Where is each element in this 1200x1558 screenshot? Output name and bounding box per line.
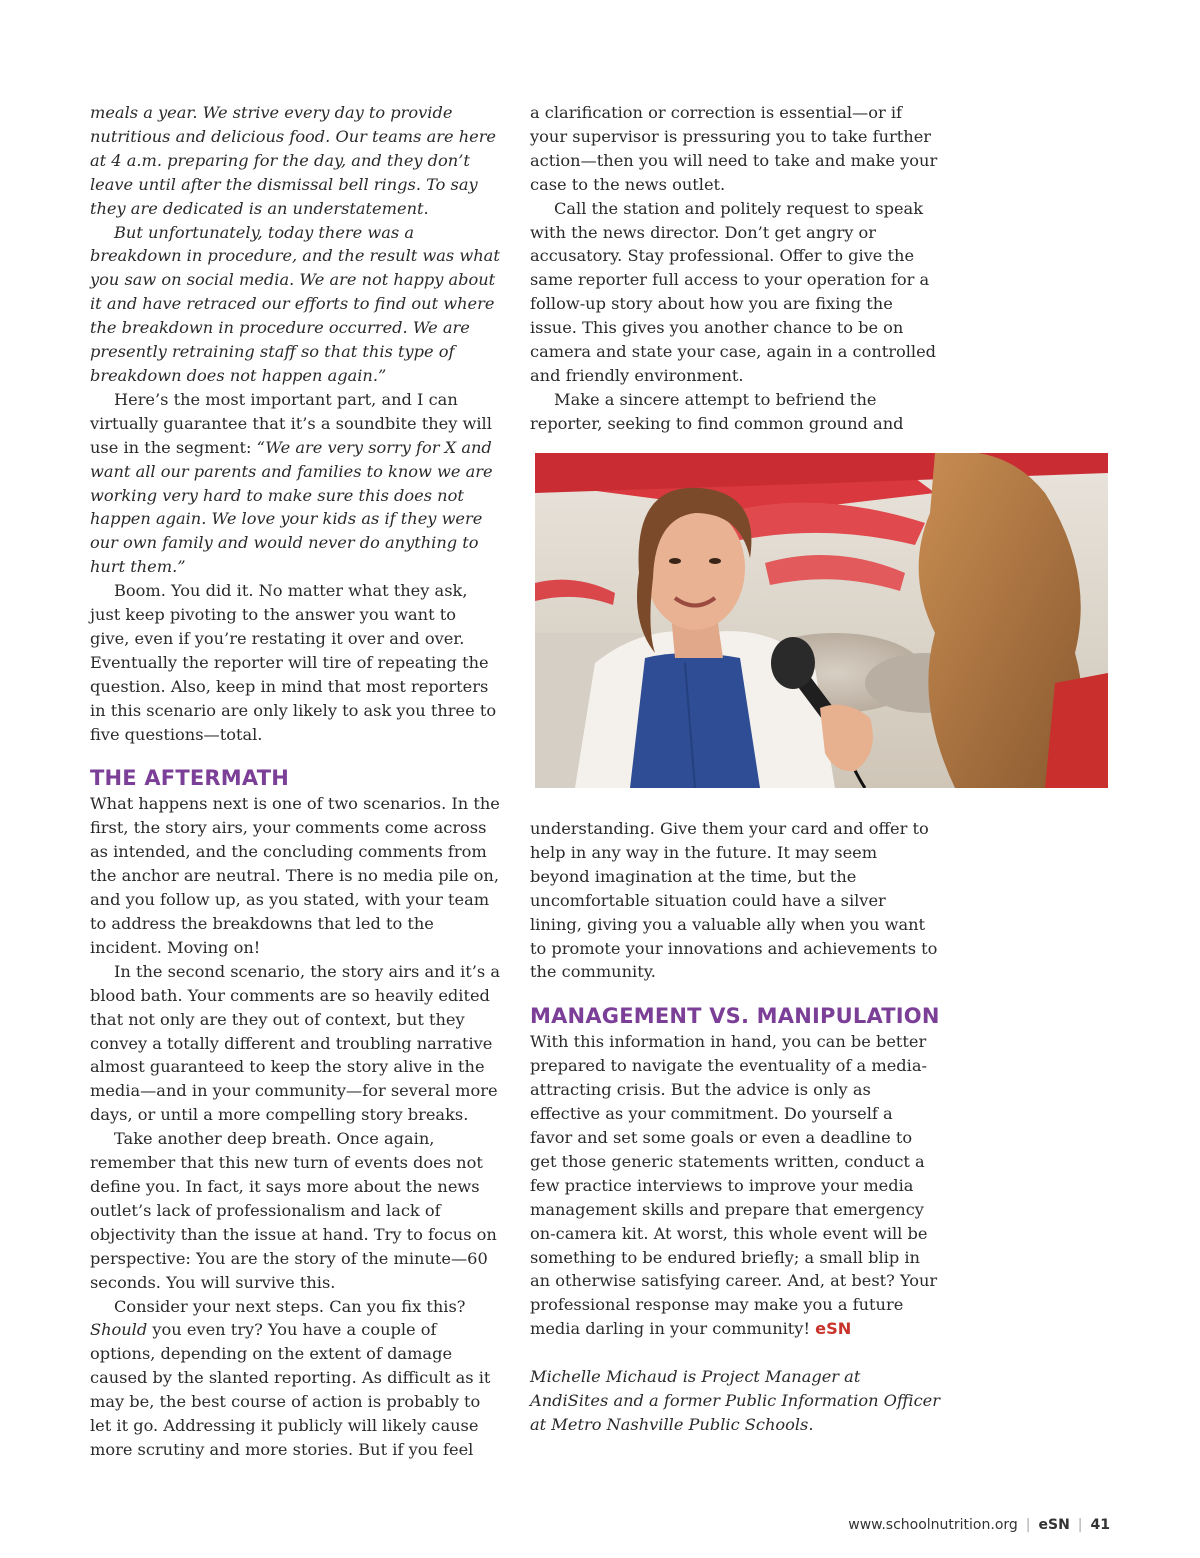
paragraph-soundbite [90,388,500,579]
paragraph-second-scenario: In the second scenario, the story airs and it’s a blood bath. Your comments are so heavily edited that not only are they out of context, but they convey a totally different and troubling narrative almost guaranteed to keep the story alive in the media—and in your community—for several more days, or until a more compelling story breaks. [90,961,501,1125]
heading-management-vs-manipulation: MANAGEMENT VS. MANIPULATION [530,1004,940,1029]
footer-page-number: 41 [1090,1517,1110,1533]
paragraph-boom: Boom. You did it. No matter what they ask, just keep pivoting to the answer you want to give, even if you’re restating it over and over. Eventually the reporter will tire of repeating the question. Also, keep in mind that most reporters in this scenario are only likely to ask you three to five questions—total. [90,581,497,744]
paragraph-next-steps [90,1295,500,1462]
paragraph-understanding: understanding. Give them your card and offer to help in any way in the future. It may seem beyond imagination at the time, but the uncomfortable situation could have a silver lining, giving you a valuable ally when you want to promote your innovations and achievements to the community. [530,819,938,982]
left-column [90,101,500,1462]
page-footer [848,1517,1110,1533]
footer-separator: | [1077,1517,1083,1533]
footer-website: www.schoolnutrition.org [848,1517,1018,1533]
next-steps-should: Should [90,1320,148,1340]
paragraph-clarification: a clarification or correction is essential—or if your supervisor is pressuring you to take further action—then you will need to take and make your case to the news outlet. [530,103,938,194]
soundbite-intro: Here’s the most important part, and I can virtually guarantee that it’s a soundbite they will use in the segment: [90,389,492,457]
interview-illustration [535,453,1108,788]
paragraph-quote-continuation: meals a year. We strive every day to provide nutritious and delicious food. Our teams are here at 4 a.m. preparing for the day, and they don’t leave until after the dismissal bell rings. To say they are dedicated is an understatement. [90,103,497,218]
paragraph-first-scenario: What happens next is one of two scenarios. In the first, the story airs, your comments come across as intended, and the concluding comments from the anchor are neutral. There is no media pile on, and you follow up, as you stated, with your team to address the breakdowns that led to the incident. Moving on! [90,794,500,957]
footer-magazine: eSN [1038,1517,1070,1533]
soundbite-quote: “We are very sorry for X and want all our parents and families to know we are working very hard to make sure this does not happen again. We love your kids as if they were our own family and would never do anything to hurt them.” [90,437,493,577]
next-steps-text-a: Consider your next steps. Can you fix this? [114,1296,466,1316]
footer-separator: | [1025,1517,1031,1533]
author-bio: Michelle Michaud is Project Manager at AndiSites and a former Public Information Officer at Metro Nashville Public Schools. [530,1367,940,1434]
esn-end-mark: eSN [815,1319,852,1339]
right-column-bottom [530,817,940,1437]
paragraph-befriend: Make a sincere attempt to befriend the reporter, seeking to find common ground and [530,389,904,433]
paragraph-deep-breath: Take another deep breath. Once again, remember that this new turn of events does not define you. In fact, it says more about the news outlet’s lack of professionalism and lack of objectivity than the issue at hand. Try to focus on perspective: You are the story of the minute—60 seconds. You will survive this. [90,1129,497,1292]
interview-photo [535,453,1108,788]
next-steps-text-b: you even try? You have a couple of options, depending on the extent of damage caused by the slanted reporting. As difficult as it may be, the best course of action is probably to let it go. Addressing it publicly will likely cause more scrutiny and more stories. But if you feel [90,1320,491,1459]
paragraph-conclusion [530,1030,940,1341]
right-column-top [530,101,940,436]
conclusion-text: With this information in hand, you can be better prepared to navigate the eventuality of a media-attracting crisis. But the advice is only as effective as your commitment. Do yourself a favor and set some goals or even a deadline to get those generic statements written, conduct a few practice interviews to improve your media management skills and prepare that emergency on-camera kit. At worst, this whole event will be something to be endured briefly; a small blip in an otherwise satisfying career. And, at best? Your professional response may make you a future media darling in your community! [530,1032,938,1339]
paragraph-call-station: Call the station and politely request to speak with the news director. Don’t get angry or accusatory. Stay professional. Offer to give the same reporter full access to your operation for a follow-up story about how you are fixing the issue. This gives you another chance to be on camera and state your case, again in a controlled and friendly environment. [530,198,937,385]
heading-the-aftermath: THE AFTERMATH [90,766,290,791]
paragraph-breakdown-quote: But unfortunately, today there was a breakdown in procedure, and the result was what you saw on social media. We are not happy about it and have retraced our efforts to find out where the breakdown in procedure occurred. We are presently retraining staff so that this type of breakdown does not happen again.” [90,222,500,385]
